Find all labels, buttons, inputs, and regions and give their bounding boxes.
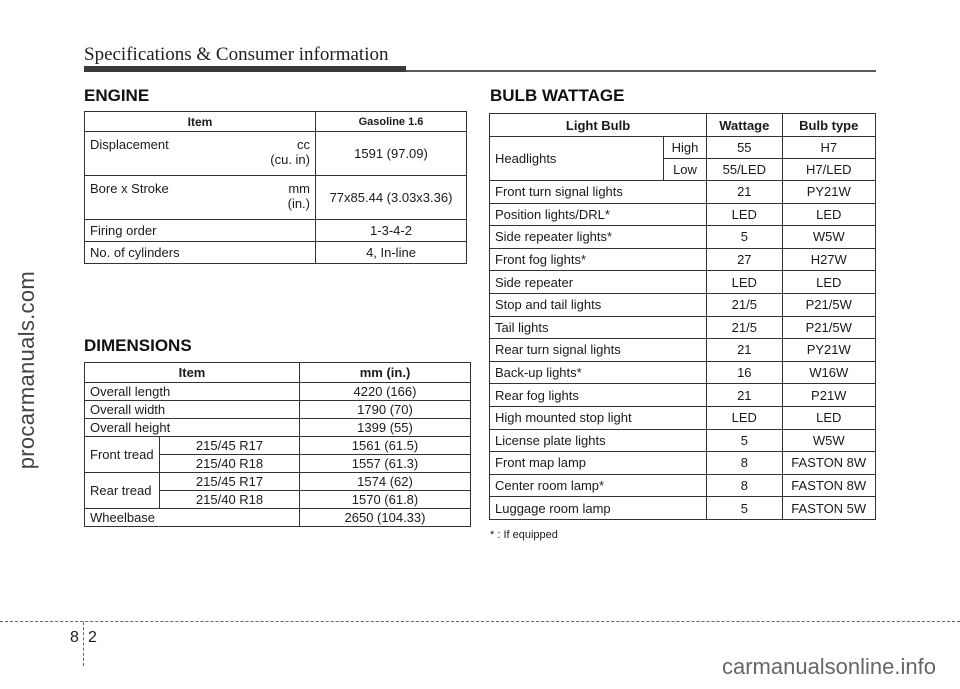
dimension-label: Front tread bbox=[85, 437, 160, 473]
bulb-label: High mounted stop light bbox=[490, 406, 707, 429]
bulb-label: Stop and tail lights bbox=[490, 293, 707, 316]
dimension-value: 1561 (61.5) bbox=[300, 437, 471, 455]
bulb-type: PY21W bbox=[782, 181, 876, 204]
table-row bbox=[490, 497, 876, 520]
bulb-col-type: Bulb type bbox=[782, 114, 876, 137]
bulb-type: P21W bbox=[782, 384, 876, 407]
dimension-label: Overall length bbox=[85, 383, 300, 401]
bulb-col-light: Light Bulb bbox=[490, 114, 707, 137]
bulb-wattage: LED bbox=[707, 271, 782, 294]
watermark-left-text: procarmanuals.com bbox=[14, 270, 39, 470]
table-row bbox=[490, 474, 876, 497]
bulb-label: Headlights bbox=[490, 137, 664, 181]
engine-row-unit: mm bbox=[288, 181, 310, 196]
dimensions-col-item: Item bbox=[85, 363, 300, 383]
table-header-row bbox=[85, 363, 471, 383]
engine-row-label: No. of cylinders bbox=[85, 242, 316, 264]
bulb-type: P21/5W bbox=[782, 316, 876, 339]
bulb-type: PY21W bbox=[782, 339, 876, 362]
engine-table bbox=[84, 111, 467, 264]
table-row bbox=[490, 339, 876, 362]
table-row bbox=[85, 220, 467, 242]
engine-row-value: 77x85.44 (3.03x3.36) bbox=[316, 176, 467, 220]
bulb-wattage: 21/5 bbox=[707, 316, 782, 339]
bulb-label: Side repeater lights* bbox=[490, 226, 707, 249]
engine-row-unit: cc bbox=[297, 137, 310, 152]
table-row bbox=[490, 181, 876, 204]
chapter-number: 8 bbox=[70, 629, 79, 646]
dimension-value: 1557 (61.3) bbox=[300, 455, 471, 473]
table-row bbox=[490, 137, 876, 159]
dimension-tire: 215/40 R18 bbox=[160, 455, 300, 473]
table-row bbox=[490, 293, 876, 316]
bulb-wattage: 8 bbox=[707, 452, 782, 475]
table-row bbox=[490, 226, 876, 249]
table-row bbox=[85, 242, 467, 264]
engine-row-value: 1591 (97.09) bbox=[316, 132, 467, 176]
bulb-wattage: 21 bbox=[707, 339, 782, 362]
bulb-label: Back-up lights* bbox=[490, 361, 707, 384]
table-row bbox=[85, 509, 471, 527]
bulb-type: W16W bbox=[782, 361, 876, 384]
bulb-label: Front fog lights* bbox=[490, 248, 707, 271]
bulb-wattage: LED bbox=[707, 203, 782, 226]
table-row bbox=[85, 437, 471, 455]
bulb-wattage-title: BULB WATTAGE bbox=[490, 86, 625, 105]
bulb-type: LED bbox=[782, 406, 876, 429]
engine-row-label: Firing order bbox=[85, 220, 316, 242]
dimension-label: Overall width bbox=[85, 401, 300, 419]
bulb-label: License plate lights bbox=[490, 429, 707, 452]
bulb-label: Tail lights bbox=[490, 316, 707, 339]
bulb-wattage: 27 bbox=[707, 248, 782, 271]
table-row bbox=[490, 384, 876, 407]
dimensions-table bbox=[84, 362, 471, 527]
table-row bbox=[85, 176, 467, 220]
table-row bbox=[490, 248, 876, 271]
engine-row-unit-sub: (cu. in) bbox=[270, 152, 310, 167]
bulb-wattage: LED bbox=[707, 406, 782, 429]
dimension-value: 1570 (61.8) bbox=[300, 491, 471, 509]
bulb-wattage: 21 bbox=[707, 181, 782, 204]
bulb-type: H7 bbox=[782, 137, 876, 159]
dimension-label: Wheelbase bbox=[85, 509, 300, 527]
bulb-type: H7/LED bbox=[782, 159, 876, 181]
bulb-label: Position lights/DRL* bbox=[490, 203, 707, 226]
bulb-beam: High bbox=[663, 137, 706, 159]
bulb-label: Front map lamp bbox=[490, 452, 707, 475]
table-row bbox=[490, 452, 876, 475]
bulb-type: LED bbox=[782, 203, 876, 226]
bulb-wattage: 16 bbox=[707, 361, 782, 384]
bulb-wattage: 55 bbox=[707, 137, 782, 159]
engine-label-cell bbox=[85, 176, 316, 220]
dimensions-title: DIMENSIONS bbox=[84, 336, 192, 355]
bulb-wattage: 5 bbox=[707, 497, 782, 520]
bulb-type: LED bbox=[782, 271, 876, 294]
engine-row-label: Bore x Stroke bbox=[90, 181, 169, 196]
engine-row-label: Displacement bbox=[90, 137, 169, 152]
header-rule bbox=[406, 70, 876, 72]
engine-row-value: 4, In-line bbox=[316, 242, 467, 264]
dimension-tire: 215/40 R18 bbox=[160, 491, 300, 509]
table-row bbox=[85, 419, 471, 437]
bulb-label: Center room lamp* bbox=[490, 474, 707, 497]
bulb-label: Rear turn signal lights bbox=[490, 339, 707, 362]
watermark-left bbox=[14, 205, 40, 535]
page-header-title: Specifications & Consumer information bbox=[84, 44, 389, 65]
bulb-wattage: 5 bbox=[707, 429, 782, 452]
bulb-type: W5W bbox=[782, 429, 876, 452]
bulb-wattage: 21 bbox=[707, 384, 782, 407]
bulb-rows bbox=[490, 181, 876, 520]
table-row bbox=[490, 203, 876, 226]
bulb-label: Rear fog lights bbox=[490, 384, 707, 407]
bulb-wattage: 5 bbox=[707, 226, 782, 249]
page-number: 2 bbox=[88, 629, 97, 646]
dimension-value: 1574 (62) bbox=[300, 473, 471, 491]
bulb-type: FASTON 8W bbox=[782, 474, 876, 497]
dimension-value: 4220 (166) bbox=[300, 383, 471, 401]
footer-divider bbox=[0, 621, 960, 622]
bulb-type: FASTON 5W bbox=[782, 497, 876, 520]
table-row bbox=[490, 316, 876, 339]
footer-divider-vertical bbox=[83, 622, 84, 666]
dimension-tire: 215/45 R17 bbox=[160, 437, 300, 455]
dimension-value: 1399 (55) bbox=[300, 419, 471, 437]
dimension-value: 2650 (104.33) bbox=[300, 509, 471, 527]
table-row bbox=[490, 406, 876, 429]
engine-label-cell bbox=[85, 132, 316, 176]
table-row bbox=[490, 361, 876, 384]
table-row bbox=[85, 132, 467, 176]
bulb-label: Side repeater bbox=[490, 271, 707, 294]
bulb-type: FASTON 8W bbox=[782, 452, 876, 475]
bulb-type: P21/5W bbox=[782, 293, 876, 316]
dimension-label: Rear tread bbox=[85, 473, 160, 509]
dimension-label: Overall height bbox=[85, 419, 300, 437]
engine-col-spec: Gasoline 1.6 bbox=[316, 112, 467, 132]
bulb-type: H27W bbox=[782, 248, 876, 271]
table-row bbox=[490, 429, 876, 452]
footnote: * : If equipped bbox=[490, 529, 558, 541]
table-header-row bbox=[85, 112, 467, 132]
table-header-row bbox=[490, 114, 876, 137]
bulb-beam: Low bbox=[663, 159, 706, 181]
table-row bbox=[85, 401, 471, 419]
bulb-type: W5W bbox=[782, 226, 876, 249]
dimension-value: 1790 (70) bbox=[300, 401, 471, 419]
bulb-wattage-table bbox=[489, 113, 876, 520]
bulb-wattage: 21/5 bbox=[707, 293, 782, 316]
table-row bbox=[85, 473, 471, 491]
engine-title: ENGINE bbox=[84, 86, 150, 105]
bulb-col-wattage: Wattage bbox=[707, 114, 782, 137]
dimensions-col-value: mm (in.) bbox=[300, 363, 471, 383]
bulb-label: Front turn signal lights bbox=[490, 181, 707, 204]
engine-col-item: Item bbox=[85, 112, 316, 132]
engine-row-unit-sub: (in.) bbox=[287, 196, 310, 211]
bulb-wattage: 55/LED bbox=[707, 159, 782, 181]
table-row bbox=[85, 383, 471, 401]
bulb-label: Luggage room lamp bbox=[490, 497, 707, 520]
watermark-bottom: carmanualsonline.info bbox=[721, 654, 936, 679]
table-row bbox=[490, 271, 876, 294]
header-bar bbox=[84, 66, 406, 72]
engine-row-value: 1-3-4-2 bbox=[316, 220, 467, 242]
dimension-tire: 215/45 R17 bbox=[160, 473, 300, 491]
bulb-wattage: 8 bbox=[707, 474, 782, 497]
